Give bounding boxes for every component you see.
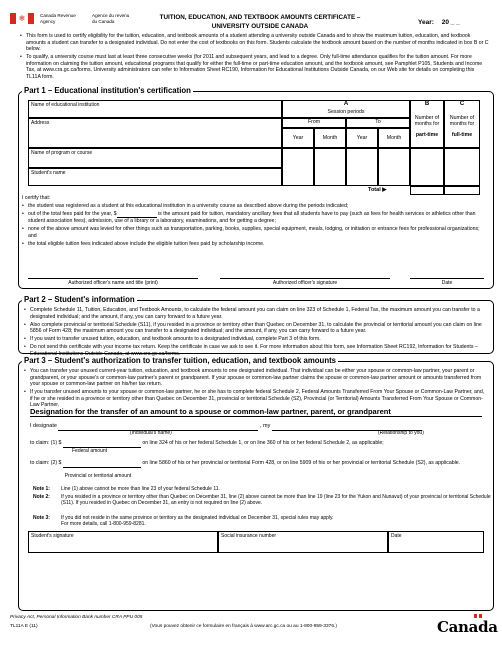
- to-header: [346, 118, 410, 128]
- program-label: Name of program or course: [31, 150, 93, 156]
- agency-fr-line1: Agence du revenu: [92, 13, 130, 18]
- to-label: To: [375, 119, 381, 125]
- wordmark-flag-icon: [474, 614, 482, 618]
- to-month-header: [378, 128, 410, 148]
- claim1-text: on line 324 of his or her federal Schedule 1, or on line 360 of his or her federal Schedule 2, as applicable;: [142, 440, 384, 446]
- student-name-label: Student's name: [31, 170, 66, 176]
- sin-label: Social insurance number: [221, 533, 277, 539]
- total-part-time-entry[interactable]: [410, 186, 444, 195]
- intro-list: [20, 33, 490, 82]
- provincial-amount-field[interactable]: [63, 460, 141, 468]
- designate-label: I designate: [30, 423, 57, 429]
- note-2-label: Note 2:: [33, 494, 50, 500]
- arrow-right-icon: ▶: [382, 187, 387, 193]
- individual-name-caption: (Individual's name): [130, 430, 172, 436]
- student-date-field[interactable]: [388, 531, 484, 553]
- part2-bullet-3: • If you want to transfer unused tuition, education, and textbook amounts to a designated individual, complete Part 3 of this form.: [24, 336, 488, 343]
- col-b-header: [410, 100, 444, 148]
- certify-bullet-4: • the total eligible tuition fees indicated above include the eligible tuition fees paid by scholarship income.: [22, 241, 482, 248]
- part2-list: [24, 307, 488, 359]
- form-number: TL11A E (11): [10, 624, 38, 629]
- part3-title: Part 3 – Student's authorization to transfer tuition, education, and textbook amounts: [24, 356, 337, 365]
- officer-name-label: Authorized officer's name and title (print): [68, 280, 158, 286]
- form-title: [140, 14, 380, 31]
- total-full-time-entry[interactable]: [444, 186, 480, 195]
- from-year-header: [282, 128, 314, 148]
- officer-signature-label: Authorized officer's signature: [272, 280, 338, 286]
- intro-bullet-1: • This form is used to certify eligibility for the tuition, education, and textbook amounts of a student attending a university outside Canada and to show the maximum tuition, education, and textbook amounts a student can transfer to a designated individual. Do not enter the cost of textbooks on this form. Students calculate the textbook amount based on the number of months indicated in box B or C below.: [20, 33, 490, 53]
- claim2-prefix: to claim: (2) $: [30, 460, 62, 466]
- form-title-line1: TUITION, EDUCATION, AND TEXTBOOK AMOUNTS CERTIFICATE –: [159, 14, 361, 21]
- note-2: [33, 494, 493, 507]
- french-note: (Vous pouvez obtenir ce formulaire en français à www.arc.gc.ca ou au 1-800-959-3376.): [150, 624, 337, 629]
- student-signature-field[interactable]: [28, 531, 218, 553]
- part-time-months-entry[interactable]: [410, 148, 444, 186]
- from-month-entry[interactable]: [314, 148, 346, 186]
- address-label: Address: [31, 120, 50, 126]
- officer-date-line[interactable]: [410, 278, 484, 286]
- certify-bullet-3: • none of the above amount was levied for other things such as transportation, parking, books, supplies, special equipment, meals, lodging, or initiation or entrance fees for professional organizations; and: [22, 226, 482, 239]
- note-1-text: Line (1) above cannot be more than line 23 of your federal Schedule 11.: [61, 486, 220, 492]
- to-year-label: Year: [356, 135, 368, 141]
- officer-date-label: Date: [441, 280, 453, 286]
- intro-bullet-2: • To qualify, a university course must last at least three consecutive weeks (for 2011 and subsequent years, and lead to a degree. Only full-time attendance qualifies for the tuition amount. For more information on claiming the tuition amount, educational programs that qualify for either the full-time or part-time education amount, and the textbook amount, see Pamphlet P105, Students and Income Tax, at www.cra.gc.ca/forms. University administrators can refer to Information Sheet RC190, Information for Educational Institutions Outside Canada, on our Web site for details on completing this TL11A form.: [20, 54, 490, 80]
- officer-signature-line[interactable]: [220, 278, 390, 286]
- institution-name-label: Name of educational institution: [31, 102, 100, 108]
- note-3-text: If you did not reside in the same province or territory as the designated individual on December 31, special rules may apply.: [61, 515, 334, 521]
- to-month-label: Month: [386, 135, 402, 141]
- agency-en-line1: Canada Revenue: [40, 13, 76, 18]
- total-text: Total: [368, 187, 381, 193]
- certify-list: [22, 203, 482, 248]
- certify-bullet-1: • the student was registered as a student at this educational institution in a university course as described above during the periods indicated;: [22, 203, 482, 210]
- part2-bullet-1: • Complete Schedule 11, Tuition, Education, and Textbook Amounts, to calculate the federal amount you can claim on line 323 of Schedule 1, Federal Tax, the maximum amount you can transfer to a designated individual; and the amount, if any, you can carry forward to a future year.: [24, 307, 488, 320]
- agency-name-fr: [92, 13, 142, 24]
- total-label: [368, 187, 387, 194]
- claim2-text: on line 5860 of his or her provincial or territorial Form 428, or on line 5909 of his or her provincial or territorial Schedule (S2), as applicable.: [142, 460, 461, 466]
- tuition-amount-field[interactable]: [117, 211, 157, 219]
- from-label: From: [307, 119, 321, 125]
- part2-bullet-4: • Do not send this certificate with your income tax return. Keep the certificate in case we ask to see it. For more information about this form, see Information Sheet RC192, Information for Students – Educational Institutions Outside Canada, at www.cra.gc.ca/forms.: [24, 344, 488, 357]
- agency-name-en: [40, 13, 90, 24]
- session-periods-header: [282, 100, 410, 118]
- from-year-entry[interactable]: [282, 148, 314, 186]
- from-year-label: Year: [292, 135, 304, 141]
- to-year-header: [346, 128, 378, 148]
- agency-fr-line2: du Canada: [92, 18, 115, 24]
- col-a-sublabel: Session periods: [327, 108, 365, 115]
- certify-fees-text: is the amount paid for tuition, mandatory ancillary fees that all students have to pay (such as fees for health services or athletics other than student association fees), admission, use of a library or a laboratory, examinations, and for getting a degree;: [28, 210, 476, 224]
- student-name-field[interactable]: [28, 168, 282, 186]
- privacy-note: Privacy Act, Personal Information Bank number CRA PPU 005: [10, 615, 143, 620]
- from-month-label: Month: [322, 135, 338, 141]
- canada-wordmark: Canada: [437, 618, 498, 636]
- certify-fees-prefix: out of the total fees paid for the year, $: [28, 210, 117, 217]
- federal-amount-field[interactable]: [63, 440, 141, 448]
- relationship-caption: (Relationship to you): [378, 430, 424, 436]
- sin-field[interactable]: [218, 531, 388, 553]
- designate-my: , my: [259, 423, 271, 429]
- part3-bullet-1: • You can transfer your unused current-year tuition, education, and textbook amounts to one designated individual. That individual can be either your spouse or common-law partner, your parent or grandparent, or your spouse's or common-law partner's parent or grandparent. If your spouse or common-law partner claims the spouse or common-law partner amount or amounts transferred from your spouse or common-law partner on his/her tax return.: [24, 368, 488, 388]
- designation-title: Designation for the transfer of an amount to a spouse or common-law partner, parent, or grandparent: [30, 407, 482, 417]
- col-a-label: A: [343, 101, 349, 107]
- col-b-part-time: part-time: [415, 131, 439, 138]
- col-c-full-time: full-time: [451, 131, 473, 138]
- from-month-header: [314, 128, 346, 148]
- certify-label: I certify that:: [22, 195, 51, 201]
- program-field[interactable]: [28, 148, 282, 168]
- col-c-label: C: [459, 101, 465, 107]
- col-b-label: B: [424, 101, 430, 107]
- col-c-header: [444, 100, 480, 148]
- form-title-line2: UNIVERSITY OUTSIDE CANADA: [211, 22, 309, 30]
- part1-title: Part 1 – Educational institution's certification: [24, 86, 191, 95]
- claim1-prefix: to claim: (1) $: [30, 440, 62, 446]
- officer-name-line[interactable]: [28, 278, 198, 286]
- provincial-amount-caption: Provincial or territorial amount: [64, 473, 132, 479]
- to-month-entry[interactable]: [378, 148, 410, 186]
- year-field[interactable]: [418, 19, 460, 27]
- certification-block: [22, 195, 482, 249]
- address-field[interactable]: [28, 118, 282, 148]
- full-time-months-entry[interactable]: [444, 148, 480, 186]
- claim2-row: [30, 460, 490, 468]
- note-1-label: Note 1:: [33, 486, 50, 492]
- col-c-months-for: Number of months for: [449, 114, 475, 127]
- certify-bullet-2: [22, 211, 482, 225]
- note-2-text: If you resided in a province or territory other than Quebec on December 31, line (2) above cannot be more than line 19 (line 23 for the Yukon and Nunavut) of your provincial or territorial Schedule (S11). If you resided in Quebec on December 31, an entry is not required on line (2) above.: [61, 494, 491, 507]
- note-3-phone: For more details, call 1-800-959-8281.: [61, 521, 146, 528]
- part3-bullet-2: • If you transfer unused amounts to your spouse or common-law partner, he or she has to complete federal Schedule 2, Federal Amounts Transferred From Your Spouse or Common-Law Partner, and, if he or she resided in a province or territory other than Quebec on December 31, provincial or territorial Schedule (S2), Provincial (or Territorial) Amounts Transferred From Your Spouse or Common-Law Partner.: [24, 389, 488, 409]
- institution-name-field[interactable]: [28, 100, 282, 118]
- from-header: [282, 118, 346, 128]
- part3-list: [24, 368, 488, 410]
- federal-amount-caption: Federal amount: [72, 448, 108, 454]
- note-3: [33, 515, 493, 528]
- note-3-label: Note 3:: [33, 515, 50, 521]
- part2-title: Part 2 – Student's information: [24, 295, 135, 304]
- agency-en-line2: Agency: [40, 18, 56, 24]
- student-date-label: Date: [391, 533, 402, 539]
- year-label: Year:: [418, 19, 434, 26]
- part2-bullet-2: • Also complete provincial or territorial Schedule (S11), if you resided in a province or territory other than Quebec on December 31, to calculate the provincial or territorial amount you can claim on line 5856 of Form 428; the maximum amount you can transfer to a designated individual; and the amount, if any, you can carry forward to a future year.: [24, 322, 488, 335]
- student-signature-label: Student's signature: [31, 533, 74, 539]
- to-year-entry[interactable]: [346, 148, 378, 186]
- note-1: [33, 486, 493, 492]
- canada-flag-icon: ❄: [10, 13, 34, 24]
- claim1-row: [30, 440, 490, 448]
- year-value[interactable]: 20 _ _: [441, 19, 460, 26]
- col-b-months-for: Number of months for: [414, 114, 440, 127]
